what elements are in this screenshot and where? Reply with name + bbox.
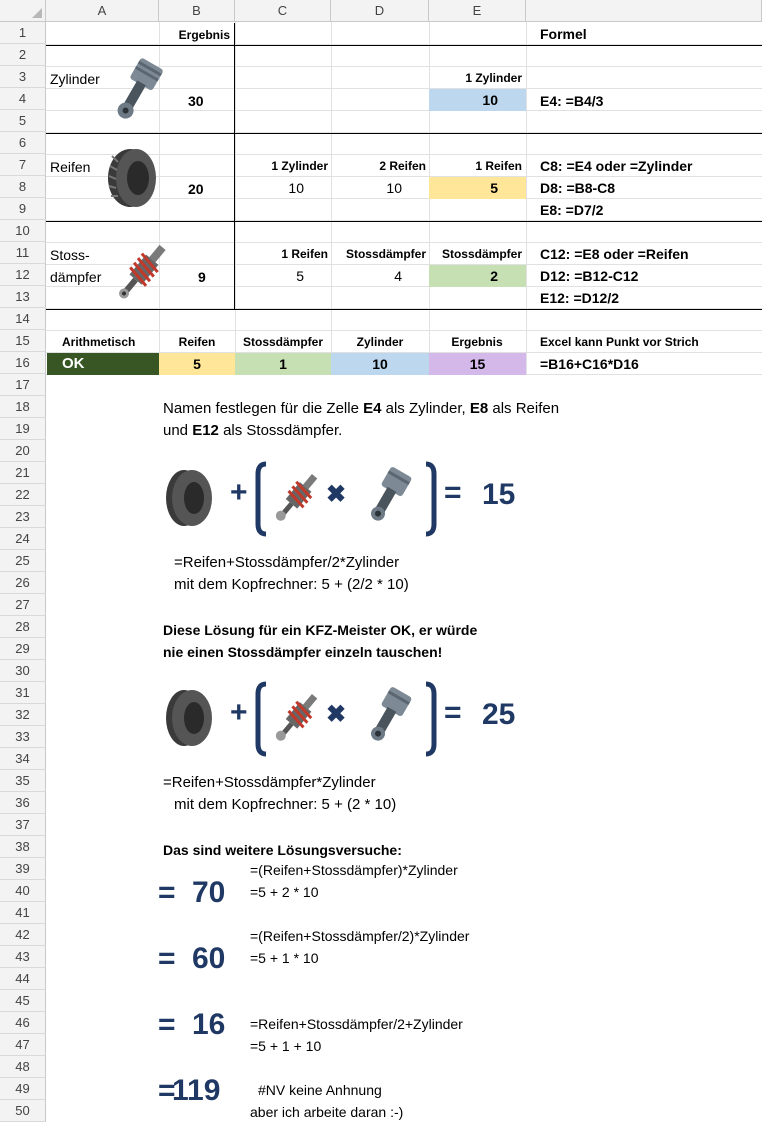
plus-sign: + — [230, 476, 248, 509]
summary-stoss-value[interactable]: 1 — [279, 356, 287, 372]
stoss-label-2[interactable]: dämpfer — [50, 269, 102, 285]
note-line-1: Namen festlegen für die Zelle E4 als Zylinder, E8 als Reifen — [163, 400, 560, 417]
summary-zylinder-value[interactable]: 10 — [372, 356, 388, 372]
formel-header[interactable]: Formel — [540, 26, 587, 42]
row-header-48[interactable]: 48 — [0, 1056, 46, 1078]
row-header-33[interactable]: 33 — [0, 726, 46, 748]
summary-header-zylinder[interactable]: Zylinder — [356, 335, 404, 349]
summary-arith-value[interactable]: OK — [62, 355, 85, 372]
attempt-4-calc: aber ich arbeite daran :-) — [250, 1104, 404, 1120]
shock-absorber-icon — [110, 238, 174, 309]
row-header-44[interactable]: 44 — [0, 968, 46, 990]
stoss-formula-1[interactable]: C12: =E8 oder =Reifen — [540, 246, 689, 262]
summary-ergebnis-value[interactable]: 15 — [469, 356, 486, 372]
row-header-4[interactable]: 4 — [0, 88, 46, 110]
reifen-c-value[interactable]: 10 — [288, 180, 304, 196]
reifen-formula-2[interactable]: D8: =B8-C8 — [540, 180, 616, 196]
equals-sign-2: = — [444, 696, 462, 729]
reifen-label[interactable]: Reifen — [50, 159, 91, 175]
row-header-30[interactable]: 30 — [0, 660, 46, 682]
reifen-d-value[interactable]: 10 — [386, 180, 402, 196]
stoss-e-label[interactable]: Stossdämpfer — [441, 247, 522, 261]
summary-header-excel[interactable]: Excel kann Punkt vor Strich — [540, 335, 699, 349]
row-header-31[interactable]: 31 — [0, 682, 46, 704]
zylinder-label[interactable]: Zylinder — [50, 71, 100, 87]
row-header-14[interactable]: 14 — [0, 308, 46, 330]
row-header-24[interactable]: 24 — [0, 528, 46, 550]
row-header-17[interactable]: 17 — [0, 374, 46, 396]
row-header-40[interactable]: 40 — [0, 880, 46, 902]
summary-reifen-value[interactable]: 5 — [193, 356, 201, 372]
attempt-2-value: 60 — [192, 942, 226, 975]
row-header-42[interactable]: 42 — [0, 924, 46, 946]
row-header-49[interactable]: 49 — [0, 1078, 46, 1100]
column-header-a[interactable]: A — [46, 0, 159, 22]
column-header-d[interactable]: D — [331, 0, 429, 22]
summary-header-reifen[interactable]: Reifen — [178, 335, 216, 349]
row-header-13[interactable]: 13 — [0, 286, 46, 308]
attempt-3-equals: = — [158, 1008, 176, 1041]
row-header-22[interactable]: 22 — [0, 484, 46, 506]
row-header-25[interactable]: 25 — [0, 550, 46, 572]
row-header-36[interactable]: 36 — [0, 792, 46, 814]
plus-sign-2: + — [230, 696, 248, 729]
shock-absorber-icon — [270, 469, 323, 527]
row-header-37[interactable]: 37 — [0, 814, 46, 836]
stoss-c-value[interactable]: 5 — [296, 268, 304, 284]
stoss-label-1[interactable]: Stoss- — [50, 247, 90, 263]
row-header-10[interactable]: 10 — [0, 220, 46, 242]
equation-2-graphic — [162, 678, 442, 763]
zylinder-e-value[interactable]: 10 — [482, 92, 498, 108]
row-header-19[interactable]: 19 — [0, 418, 46, 440]
reifen-d-label[interactable]: 2 Reifen — [379, 159, 426, 173]
summary-header-ergebnis[interactable]: Ergebnis — [451, 335, 503, 349]
row-header-16[interactable]: 16 — [0, 352, 46, 374]
stoss-e-value[interactable]: 2 — [490, 268, 498, 284]
more-attempts-title: Das sind weitere Lösungsversuche: — [163, 842, 402, 858]
attempt-3-calc: =5 + 1 + 10 — [250, 1038, 322, 1054]
select-all-corner[interactable] — [0, 0, 46, 22]
piston-icon — [104, 54, 164, 129]
reifen-e-label[interactable]: 1 Reifen — [475, 159, 522, 173]
summary-header-stoss[interactable]: Stossdämpfer — [242, 335, 324, 349]
stoss-formula-2[interactable]: D12: =B12-C12 — [540, 268, 639, 284]
row-header-27[interactable]: 27 — [0, 594, 46, 616]
row-header-6[interactable]: 6 — [0, 132, 46, 154]
piston-icon — [364, 686, 412, 746]
column-header-blank[interactable] — [526, 0, 762, 22]
note-line-2: und E12 als Stossdämpfer. — [163, 422, 343, 439]
piston-icon — [364, 466, 412, 526]
row-header-21[interactable]: 21 — [0, 462, 46, 484]
row-header-32[interactable]: 32 — [0, 704, 46, 726]
row-header-9[interactable]: 9 — [0, 198, 46, 220]
row-header-15[interactable]: 15 — [0, 330, 46, 352]
stoss-d-value[interactable]: 4 — [394, 268, 402, 284]
attempt-3-formula: =Reifen+Stossdämpfer/2+Zylinder — [250, 1016, 463, 1032]
equation-2-calc: mit dem Kopfrechner: 5 + (2 * 10) — [174, 796, 397, 813]
summary-header-arith[interactable]: Arithmetisch — [62, 335, 136, 349]
tire-icon — [104, 146, 164, 213]
stoss-formula-3[interactable]: E12: =D12/2 — [540, 290, 619, 306]
row-header-5[interactable]: 5 — [0, 110, 46, 132]
row-header-11[interactable]: 11 — [0, 242, 46, 264]
attempt-3-value: 16 — [192, 1008, 226, 1041]
row-header-26[interactable]: 26 — [0, 572, 46, 594]
row-header-47[interactable]: 47 — [0, 1034, 46, 1056]
equation-1-graphic — [162, 458, 442, 543]
row-header-28[interactable]: 28 — [0, 616, 46, 638]
comment-line-2: nie einen Stossdämpfer einzeln tauschen! — [163, 644, 443, 660]
row-header-1[interactable]: 1 — [0, 22, 46, 44]
row-header-34[interactable]: 34 — [0, 748, 46, 770]
row-header-38[interactable]: 38 — [0, 836, 46, 858]
attempt-4-formula: #NV keine Anhnung — [258, 1082, 382, 1098]
reifen-formula-1[interactable]: C8: =E4 oder =Zylinder — [540, 158, 693, 174]
row-header-29[interactable]: 29 — [0, 638, 46, 660]
row-header-43[interactable]: 43 — [0, 946, 46, 968]
reifen-c-label[interactable]: 1 Zylinder — [271, 159, 328, 173]
row-header-18[interactable]: 18 — [0, 396, 46, 418]
tire-icon — [166, 470, 212, 526]
times-sign: ✖ — [326, 481, 347, 508]
reifen-result[interactable]: 20 — [188, 181, 204, 197]
row-header-2[interactable]: 2 — [0, 44, 46, 66]
row-header-7[interactable]: 7 — [0, 154, 46, 176]
attempt-2-formula: =(Reifen+Stossdämpfer/2)*Zylinder — [250, 928, 470, 944]
reifen-e-value[interactable]: 5 — [490, 180, 498, 196]
zylinder-e-label[interactable]: 1 Zylinder — [465, 71, 522, 85]
times-sign-2: ✖ — [326, 701, 347, 728]
attempt-1-value: 70 — [192, 876, 226, 909]
row-header-8[interactable]: 8 — [0, 176, 46, 198]
attempt-1-calc: =5 + 2 * 10 — [250, 884, 319, 900]
summary-excel-formula[interactable]: =B16+C16*D16 — [540, 356, 639, 372]
row-header-39[interactable]: 39 — [0, 858, 46, 880]
attempt-2-calc: =5 + 1 * 10 — [250, 950, 319, 966]
equation-1-result: 15 — [482, 478, 516, 511]
row-header-23[interactable]: 23 — [0, 506, 46, 528]
attempt-4-value: 119 — [172, 1074, 221, 1107]
row-header-50[interactable]: 50 — [0, 1100, 46, 1122]
equation-2-result: 25 — [482, 698, 516, 731]
row-header-35[interactable]: 35 — [0, 770, 46, 792]
zylinder-result[interactable]: 30 — [188, 93, 204, 109]
equals-sign: = — [444, 476, 462, 509]
row-header-41[interactable]: 41 — [0, 902, 46, 924]
column-header-b[interactable]: B — [159, 0, 235, 22]
row-header-12[interactable]: 12 — [0, 264, 46, 286]
row-header-46[interactable]: 46 — [0, 1012, 46, 1034]
column-header-e[interactable]: E — [429, 0, 526, 22]
attempt-1-equals: = — [158, 876, 176, 909]
equation-1-formula: =Reifen+Stossdämpfer/2*Zylinder — [174, 554, 400, 571]
ergebnis-header[interactable]: Ergebnis — [178, 28, 230, 42]
attempt-1-formula: =(Reifen+Stossdämpfer)*Zylinder — [250, 862, 458, 878]
attempt-4-equals: = — [158, 1074, 176, 1107]
row-header-3[interactable]: 3 — [0, 66, 46, 88]
reifen-formula-3[interactable]: E8: =D7/2 — [540, 202, 604, 218]
comment-line-1: Diese Lösung für ein KFZ-Meister OK, er würde — [163, 622, 478, 638]
row-header-20[interactable]: 20 — [0, 440, 46, 462]
shock-absorber-icon — [270, 689, 323, 747]
stoss-result[interactable]: 9 — [198, 269, 206, 285]
equation-2-formula: =Reifen+Stossdämpfer*Zylinder — [163, 774, 376, 791]
equation-1-calc: mit dem Kopfrechner: 5 + (2/2 * 10) — [174, 576, 409, 593]
zylinder-formula[interactable]: E4: =B4/3 — [540, 93, 604, 109]
column-header-c[interactable]: C — [235, 0, 331, 22]
row-header-45[interactable]: 45 — [0, 990, 46, 1012]
stoss-c-label[interactable]: 1 Reifen — [281, 247, 328, 261]
attempt-2-equals: = — [158, 942, 176, 975]
stoss-d-label[interactable]: Stossdämpfer — [345, 247, 426, 261]
tire-icon — [166, 690, 212, 746]
